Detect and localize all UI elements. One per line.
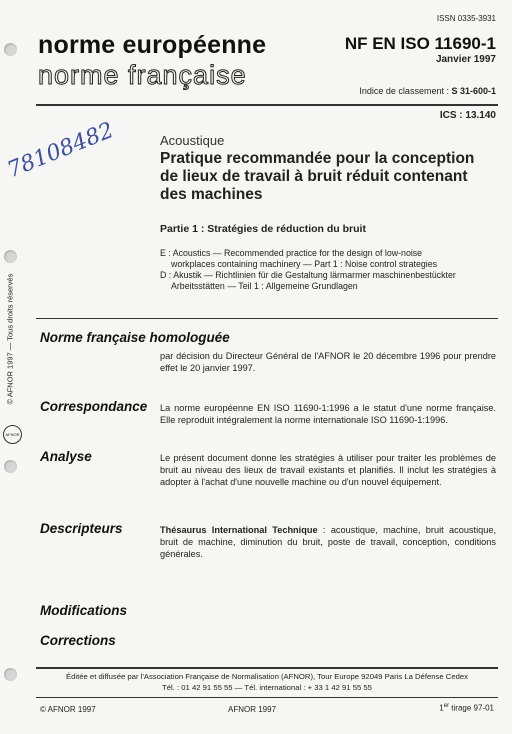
- title-line: de lieux de travail à bruit réduit contenant: [160, 168, 468, 185]
- section-body-analyse: Le présent document donne les stratégies à utiliser pour traiter les problèmes de bruit au niveau des lieux de travail existants et planifiés. Il inclut les stratégies à adopter à l'achat d'une nouvelle machine ou d'un nouvel équipement.: [160, 453, 496, 487]
- section-title-corrections: Corrections: [40, 633, 116, 648]
- issn: ISSN 0335-3931: [436, 14, 496, 23]
- section-body-correspondance: La norme européenne EN ISO 11690-1:1996 a le statut d'une norme française. Elle reproduit intégralement la norme internationale ISO 11690-1:1996.: [160, 403, 496, 425]
- publication-date: Janvier 1997: [435, 54, 496, 65]
- section-body-descripteurs: Thésaurus International Technique : acoustique, machine, bruit acoustique, bruit de machine, diminution du bruit, poste de travail, conception, conditions générales.: [160, 525, 496, 559]
- title-line: des machines: [160, 186, 263, 203]
- translation-de-cont: Arbeitsstätten — Teil 1 : Allgemeine Grundlagen: [171, 281, 358, 291]
- phone-line: Tél. : 01 42 91 55 55 — Tél. international : + 33 1 42 91 55 55: [162, 683, 372, 692]
- afnor-stamp: AFNOR: [3, 425, 22, 444]
- vertical-copyright: © AFNOR 1997 — Tous droits réservés: [5, 273, 15, 405]
- translation-en-cont: workplaces containing machinery — Part 1 : Noise control strategies: [171, 259, 437, 269]
- footer-center: AFNOR 1997: [228, 705, 277, 714]
- section-title-descripteurs: Descripteurs: [40, 521, 123, 536]
- section-title-analyse: Analyse: [40, 449, 92, 464]
- section-title-modifications: Modifications: [40, 603, 127, 618]
- footer-copyright: © AFNOR 1997: [40, 705, 96, 714]
- section-title-correspondance: Correspondance: [40, 399, 148, 414]
- section-body-homologuee: par décision du Directeur Général de l'AFNOR le 20 décembre 1996 pour prendre effet le 20 janvier 1997.: [160, 351, 496, 373]
- translations: [160, 248, 456, 292]
- editor-line: Éditée et diffusée par l'Association Française de Normalisation (AFNOR), Tour Europe 92049 Paris La Défense Cedex: [66, 672, 468, 681]
- ics-code: ICS : 13.140: [439, 110, 496, 121]
- footer-rule-bottom: [36, 697, 498, 698]
- translation-de: D : Akustik — Richtlinien für die Gestaltung lärmarmer maschinenbestückter: [160, 270, 456, 280]
- section-title-homologuee: Norme française homologuée: [40, 330, 230, 345]
- category-label: Acoustique: [160, 133, 225, 148]
- standard-reference: NF EN ISO 11690-1: [344, 34, 496, 53]
- norme-europeenne: norme européenne: [38, 31, 267, 59]
- header-rule: [36, 104, 498, 106]
- section-rule: [36, 318, 498, 319]
- binder-hole: [4, 668, 17, 681]
- part-title: Partie 1 : Stratégies de réduction du bruit: [160, 223, 366, 235]
- binder-hole: [4, 43, 17, 56]
- footer-tirage: 1er tirage 97-01: [439, 703, 494, 713]
- translation-en: E : Acoustics — Recommended practice for the design of low-noise: [160, 248, 423, 258]
- document-title: [160, 150, 505, 204]
- norme-francaise: norme française: [38, 60, 247, 90]
- handwritten-number: 78108482: [4, 118, 118, 184]
- classement-index: Indice de classement : S 31-600-1: [359, 86, 496, 96]
- binder-hole: [4, 460, 17, 473]
- footer-rule: [36, 667, 498, 669]
- footer-editor: [36, 671, 498, 693]
- title-line: Pratique recommandée pour la conception: [160, 150, 475, 167]
